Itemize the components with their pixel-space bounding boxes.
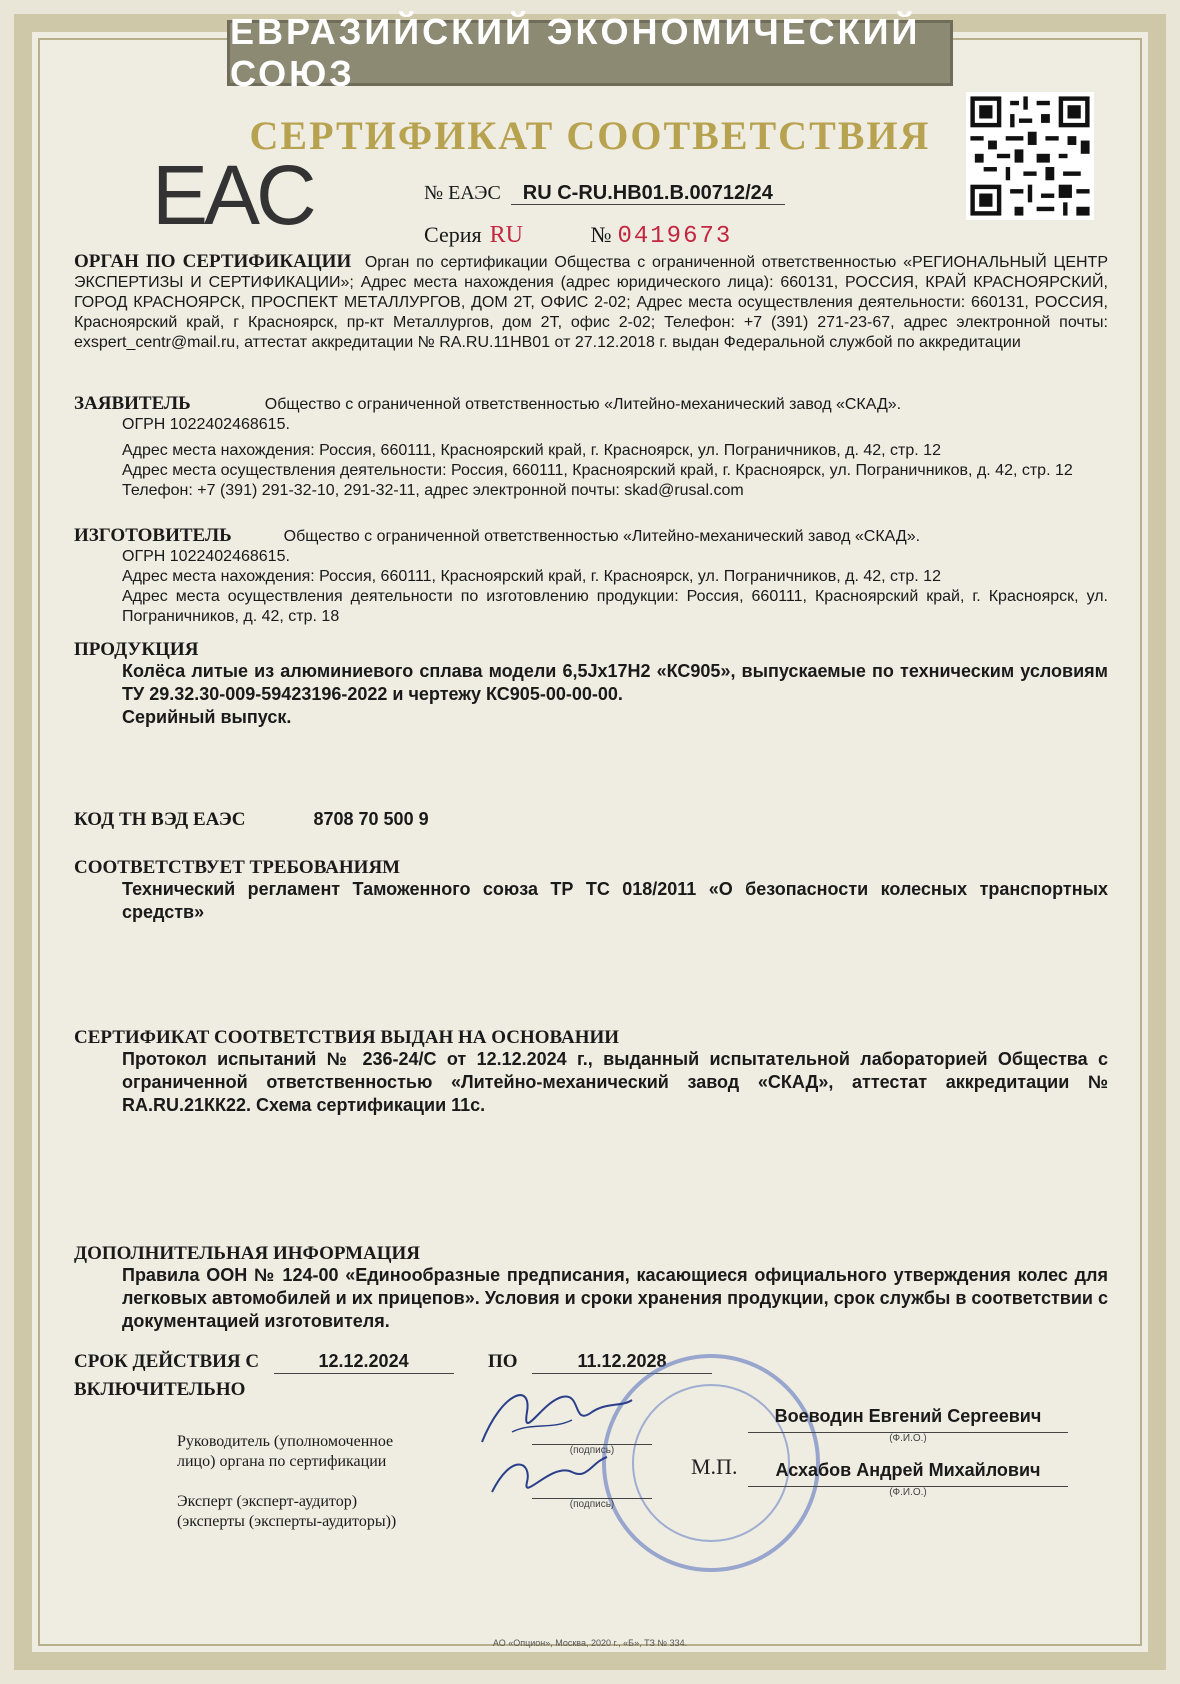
eac-logo: EAC [152,148,313,242]
section-organ: ОРГАН ПО СЕРТИФИКАЦИИ Орган по сертификации Общества с ограниченной ответственностью «РЕГИОНАЛЬНЫЙ ЦЕНТР ЭКСПЕРТИЗЫ И СЕРТИФИКАЦИИ»; Адрес места нахождения (адрес юридического лица): 660131, РОССИЯ, КРАЙ КРАСНОЯРСКИЙ, ГОРОД КРАСНОЯРСК, ПРОСПЕКТ МЕТАЛЛУРГОВ, ДОМ 2Т, ОФИС 2-02; Адрес места осуществления деятельности: 660131, РОССИЯ, Красноярский край, г Красноярск, пр-кт Металлургов, дом 2Т, офис 2-02; Телефон: +7 (391) 271-23-67, адрес электронной почты: exspert_centr@mail.ru, аттестат аккредитации № RA.RU.11HB01 от 27.12.2018 г. выдан Федеральной службой по аккредитации [74,251,1109,351]
sign-caption-head: (подпись) [532,1444,652,1456]
head-name: Воеводин Евгений Сергеевич [774,1406,1042,1426]
sign-caption-expert: (подпись) [532,1498,652,1510]
official-stamp: М.П. [602,1354,820,1572]
section-validity: СРОК ДЕЙСТВИЯ С 12.12.2024 ПО 11.12.2028 ВКЛЮЧИТЕЛЬНО [74,1350,1108,1400]
section-basis: СЕРТИФИКАТ СООТВЕТСТВИЯ ВЫДАН НА ОСНОВАНИИ Протокол испытаний № 236-24/С от 12.12.2024 г., выданный испытательной лабораторией Общества с ограниченной ответственностью «Литейно-механический завод «СКАД», аттестат аккредитации № RA.RU.21КК22. Схема сертификации 11с. [74,1027,1108,1115]
registration-number: № ЕАЭС RU C-RU.HB01.B.00712/24 [424,182,785,205]
section-applicant: ЗАЯВИТЕЛЬ Общество с ограниченной ответственностью «Литейно-механический завод «СКАД». ОГРН 1022402468615. Адрес места нахождения: Россия, 660111, Красноярский край, г. Красноярск, ул. Пограничников, д. 42, стр. 12 Адрес места осуществления деятельности: Россия, 660111, Красноярский край, г. Красноярск, ул. Пограничников, д. 42, стр. 12 Телефон: +7 (391) 291-32-10, 291-32-11, адрес электронной почты: skad@rusal.com [74,393,1073,499]
section-manufacturer: ИЗГОТОВИТЕЛЬ Общество с ограниченной ответственностью «Литейно-механический завод «СКАД». ОГРН 1022402468615. Адрес места нахождения: Россия, 660111, Красноярский край, г. Красноярск, ул. Пограничников, д. 42, стр. 12 Адрес места осуществления деятельности по изготовлению продукции: Россия, 660111, Красноярский край, г. Красноярск, ул. Пограничников, д. 42, стр. 18 [74,525,1108,625]
section-additional: ДОПОЛНИТЕЛЬНАЯ ИНФОРМАЦИЯ Правила ООН № 124-00 «Единообразные предписания, касающиеся официального утверждения колес для легковых автомобилей и их прицепов». Условия и сроки хранения продукции, срок службы в соответствии с документацией изготовителя. [74,1243,1108,1331]
fio-caption-head: (Ф.И.О.) [748,1432,1068,1444]
section-tnved: КОД ТН ВЭД ЕАЭС 8708 70 500 9 [74,809,429,830]
valid-to-date: 11.12.2028 [532,1350,712,1374]
certificate-title: СЕРТИФИКАТ СООТВЕТСТВИЯ [249,113,931,158]
fio-caption-expert: (Ф.И.О.) [748,1486,1068,1498]
printer-footer: АО «Опцион», Москва, 2020 г., «Б», ТЗ № 334. [492,1638,688,1648]
section-product: ПРОДУКЦИЯ Колёса литые из алюминиевого сплава модели 6,5Jx17H2 «КС905», выпускаемые по техническим условиям ТУ 29.32.30-009-59423196-2022 и чертежу КС905-00-00-00. Серийный выпуск. [74,639,1108,727]
certificate-sheet [14,11,1166,1670]
qr-code-icon [966,92,1094,220]
section-requirements: СООТВЕТСТВУЕТ ТРЕБОВАНИЯМ Технический регламент Таможенного союза ТР ТС 018/2011 «О безопасности колесных транспортных средств» [74,857,1108,922]
expert-signature-label: Эксперт (эксперт-аудитор) (эксперты (эксперты-аудиторы)) [177,1493,397,1530]
union-banner: ЕВРАЗИЙСКИЙ ЭКОНОМИЧЕСКИЙ СОЮЗ [227,20,953,86]
series-line: Серия RU № 0419673 [424,222,733,250]
valid-from-date: 12.12.2024 [274,1350,454,1374]
expert-name: Асхабов Андрей Михайлович [775,1460,1041,1480]
head-signature-label: Руководитель (уполномоченное лицо) органа по сертификации [177,1433,394,1470]
